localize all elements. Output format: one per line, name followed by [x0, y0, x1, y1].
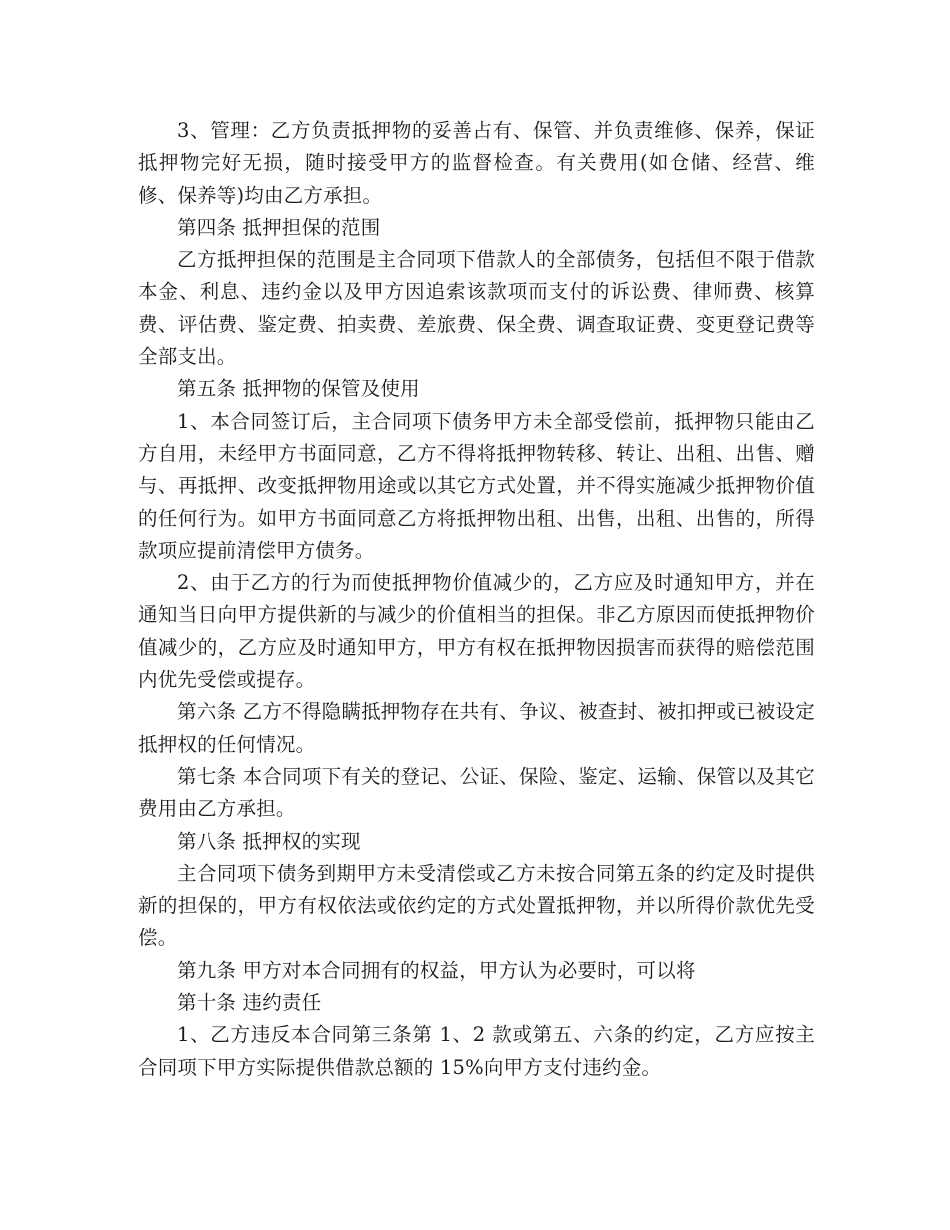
heading-article-10: 第十条 违约责任	[177, 991, 322, 1015]
paragraph-management: 3、管理：乙方负责抵押物的妥善占有、保管、并负责维修、保养，保证抵押物完好无损，随时接受甲方的监督检查。有关费用(如仓储、经营、维修、保养等)均由乙方承担。	[138, 119, 815, 207]
heading-article-8: 第八条 抵押权的实现	[177, 829, 361, 853]
heading-article-5: 第五条 抵押物的保管及使用	[177, 377, 420, 401]
paragraph-article-7: 第七条 本合同项下有关的登记、公证、保险、鉴定、运输、保管以及其它费用由乙方承担。	[138, 764, 815, 821]
paragraph-custody-1: 1、本合同签订后，主合同项下债务甲方未全部受偿前，抵押物只能由乙方自用，未经甲方书面同意，乙方不得将抵押物转移、转让、出租、出售、赠与、再抵押、改变抵押物用途或以其它方式处置，并不得实施减少抵押物价值的任何行为。如甲方书面同意乙方将抵押物出租、出售，出租、出售的，所得款项应提前清偿甲方债务。	[138, 409, 815, 562]
paragraph-article-9: 第九条 甲方对本合同拥有的权益，甲方认为必要时，可以将	[177, 958, 696, 982]
paragraph-breach-1: 1、乙方违反本合同第三条第 1、2 款或第五、六条的约定，乙方应按主合同项下甲方实际提供借款总额的 15%向甲方支付违约金。	[138, 1023, 815, 1079]
paragraph-guarantee-scope: 乙方抵押担保的范围是主合同项下借款人的全部债务，包括但不限于借款本金、利息、违约金以及甲方因追索该款项而支付的诉讼费、律师费、核算费、评估费、鉴定费、拍卖费、差旅费、保全费、调查取证费、变更登记费等全部支出。	[138, 248, 815, 369]
paragraph-custody-2: 2、由于乙方的行为而使抵押物价值减少的，乙方应及时通知甲方，并在通知当日向甲方提供新的与减少的价值相当的担保。非乙方原因而使抵押物价值减少的，乙方应及时通知甲方，甲方有权在抵押物因损害而获得的赔偿范围内优先受偿或提存。	[138, 571, 815, 692]
document-body	[138, 115, 815, 1084]
heading-article-4: 第四条 抵押担保的范围	[177, 215, 381, 239]
paragraph-article-6: 第六条 乙方不得隐瞒抵押物存在共有、争议、被查封、被扣押或已被设定抵押权的任何情况。	[138, 700, 815, 756]
paragraph-realization: 主合同项下债务到期甲方未受清偿或乙方未按合同第五条的约定及时提供新的担保的，甲方有权依法或依约定的方式处置抵押物，并以所得价款优先受偿。	[138, 861, 815, 950]
